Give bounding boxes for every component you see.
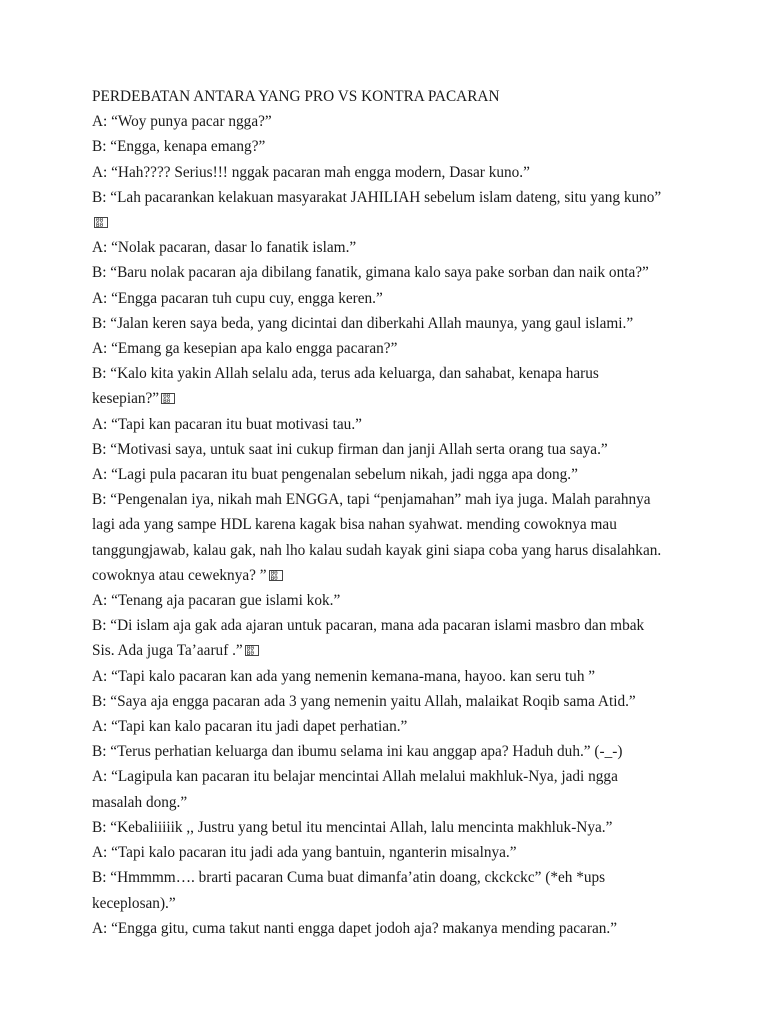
dialogue-body — [92, 109, 682, 941]
dialogue-line-text: B: “Lah pacarankan kelakuan masyarakat JAHILIAH sebelum islam dateng, situ yang kuno” — [92, 188, 662, 206]
dialogue-line — [92, 613, 682, 638]
dialogue-line-text: A: “Emang ga kesepian apa kalo engga pacaran?” — [92, 340, 398, 358]
dialogue-line — [92, 160, 682, 185]
dialogue-line-text: A: “Tapi kalo pacaran kan ada yang nemenin kemana-mana, hayoo. kan seru tuh ” — [92, 667, 596, 685]
dialogue-line-text: masalah dong.” — [92, 793, 188, 811]
dialogue-line-text: A: “Nolak pacaran, dasar lo fanatik islam.” — [92, 239, 357, 257]
dialogue-line-text: B: “Baru nolak pacaran aja dibilang fanatik, gimana kalo saya pake sorban dan naik onta?” — [92, 264, 649, 282]
missing-glyph-icon — [269, 570, 283, 581]
dialogue-line — [92, 588, 682, 613]
dialogue-line-text: A: “Tapi kalo pacaran itu jadi ada yang bantuin, nganterin misalnya.” — [92, 844, 517, 862]
dialogue-line — [92, 185, 682, 210]
dialogue-line-text: keceplosan).” — [92, 894, 176, 912]
dialogue-line — [92, 336, 682, 361]
dialogue-line-text: B: “Terus perhatian keluarga dan ibumu selama ini kau anggap apa? Haduh duh.” (-_-) — [92, 743, 623, 761]
dialogue-line-text: B: “Kebaliiiiik ,, Justru yang betul itu mencintai Allah, lalu mencinta makhluk-Nya.” — [92, 818, 613, 836]
dialogue-line-text: Sis. Ada juga Ta’aaruf .” — [92, 642, 243, 660]
dialogue-line — [92, 210, 682, 235]
dialogue-line-text: tanggungjawab, kalau gak, nah lho kalau sudah kayak gini siapa coba yang harus disalahkan. — [92, 541, 662, 559]
dialogue-line-text: B: “Hmmmm…. brarti pacaran Cuma buat dimanfa’atin doang, ckckckc” (*eh *ups — [92, 869, 606, 887]
dialogue-line — [92, 664, 682, 689]
dialogue-line-text: A: “Tenang aja pacaran gue islami kok.” — [92, 592, 341, 610]
dialogue-line — [92, 109, 682, 134]
dialogue-line — [92, 487, 682, 512]
dialogue-line — [92, 286, 682, 311]
dialogue-line-text: A: “Lagipula kan pacaran itu belajar mencintai Allah melalui makhluk-Nya, jadi ngga — [92, 768, 618, 786]
dialogue-line — [92, 739, 682, 764]
dialogue-line-text: B: “Jalan keren saya beda, yang dicintai dan diberkahi Allah maunya, yang gaul islami.” — [92, 314, 634, 332]
dialogue-line-text: A: “Tapi kan kalo pacaran itu jadi dapet perhatian.” — [92, 718, 408, 736]
dialogue-line — [92, 538, 682, 563]
dialogue-line — [92, 916, 682, 941]
dialogue-line — [92, 815, 682, 840]
dialogue-line-text: B: “Pengenalan iya, nikah mah ENGGA, tapi “penjamahan” mah iya juga. Malah parahnya — [92, 491, 651, 509]
dialogue-line — [92, 134, 682, 159]
dialogue-line — [92, 790, 682, 815]
dialogue-line-text: A: “Hah???? Serius!!! nggak pacaran mah engga modern, Dasar kuno.” — [92, 163, 530, 181]
dialogue-line — [92, 512, 682, 537]
dialogue-line — [92, 840, 682, 865]
document-title: PERDEBATAN ANTARA YANG PRO VS KONTRA PACARAN — [92, 88, 500, 105]
dialogue-line — [92, 764, 682, 789]
dialogue-line — [92, 714, 682, 739]
missing-glyph-icon — [161, 393, 175, 404]
missing-glyph-icon — [94, 217, 108, 228]
dialogue-line — [92, 235, 682, 260]
dialogue-line — [92, 689, 682, 714]
dialogue-line — [92, 563, 682, 588]
dialogue-line-text: B: “Saya aja engga pacaran ada 3 yang nemenin yaitu Allah, malaikat Roqib sama Atid.” — [92, 692, 636, 710]
dialogue-line-text: cowoknya atau ceweknya? ” — [92, 566, 267, 584]
dialogue-line-text: A: “Tapi kan pacaran itu buat motivasi tau.” — [92, 415, 362, 433]
dialogue-line-text: B: “Di islam aja gak ada ajaran untuk pacaran, mana ada pacaran islami masbro dan mbak — [92, 617, 645, 635]
dialogue-line-text: A: “Lagi pula pacaran itu buat pengenalan sebelum nikah, jadi ngga apa dong.” — [92, 466, 578, 484]
dialogue-line-text: A: “Engga pacaran tuh cupu cuy, engga keren.” — [92, 289, 383, 307]
dialogue-line — [92, 638, 682, 663]
missing-glyph-icon — [245, 645, 259, 656]
document-page — [92, 84, 682, 941]
dialogue-line — [92, 386, 682, 411]
dialogue-line — [92, 462, 682, 487]
dialogue-line-text: kesepian?” — [92, 390, 160, 408]
dialogue-line — [92, 437, 682, 462]
dialogue-line-text: B: “Engga, kenapa emang?” — [92, 138, 266, 156]
dialogue-line — [92, 260, 682, 285]
dialogue-line — [92, 361, 682, 386]
dialogue-line-text: A: “Engga gitu, cuma takut nanti engga dapet jodoh aja? makanya mending pacaran.” — [92, 919, 617, 937]
dialogue-line-text: B: “Motivasi saya, untuk saat ini cukup firman dan janji Allah serta orang tua saya.” — [92, 440, 608, 458]
dialogue-line — [92, 865, 682, 890]
dialogue-line — [92, 412, 682, 437]
dialogue-line — [92, 311, 682, 336]
dialogue-line-text: lagi ada yang sampe HDL karena kagak bisa nahan syahwat. mending cowoknya mau — [92, 516, 617, 534]
dialogue-line — [92, 891, 682, 916]
dialogue-line-text: A: “Woy punya pacar ngga?” — [92, 113, 272, 131]
dialogue-line-text: B: “Kalo kita yakin Allah selalu ada, terus ada keluarga, dan sahabat, kenapa harus — [92, 365, 599, 383]
